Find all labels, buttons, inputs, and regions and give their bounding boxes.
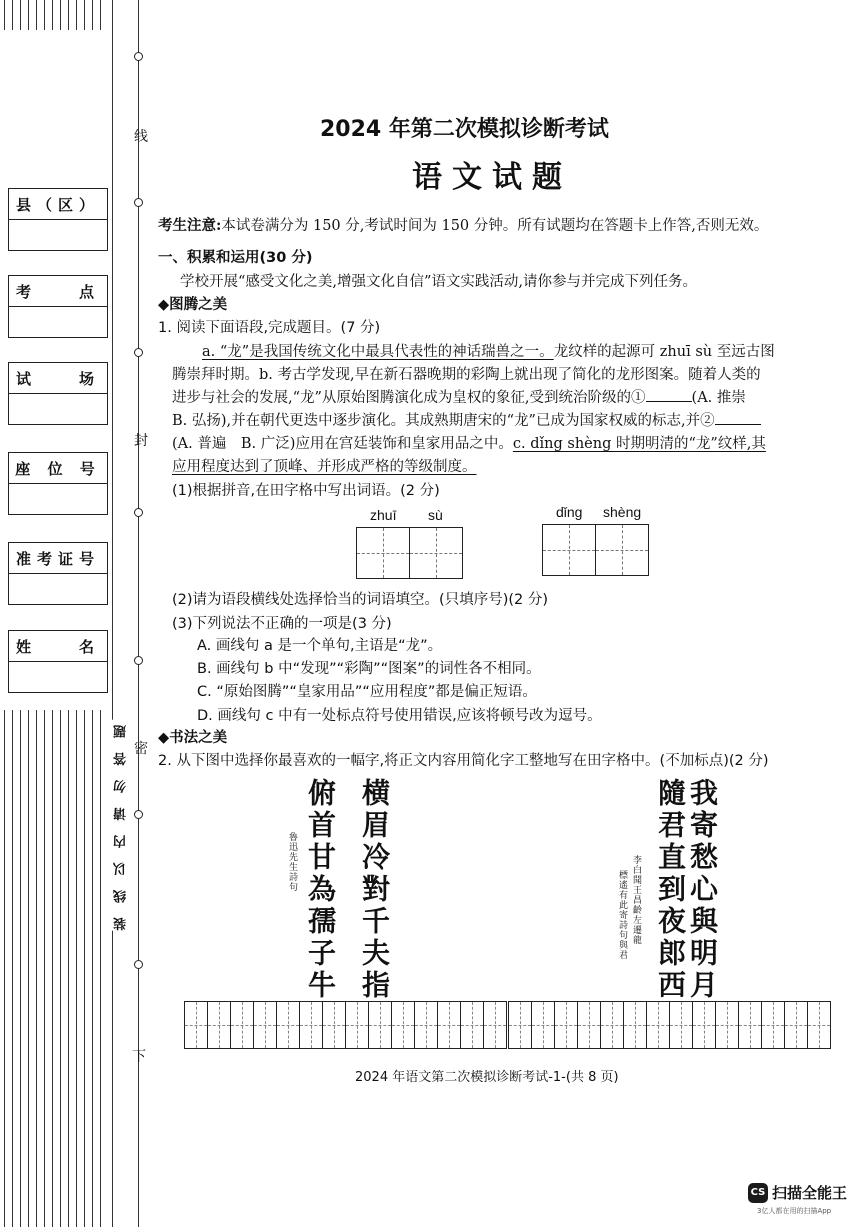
notice [158,214,768,235]
field-exam-room[interactable] [8,362,108,425]
field-exam-room-label: 试 场 [9,363,107,394]
field-exam-site-value[interactable] [9,307,107,337]
margin-rule-b12 [92,710,93,1227]
grid-cell[interactable] [578,1002,601,1048]
tian-cell[interactable] [410,528,462,578]
blank-2[interactable] [715,410,761,425]
seal-text-down: 下 [132,1049,146,1065]
tian-cell[interactable] [596,525,648,575]
seal-hole-2 [134,198,143,207]
tian-cell[interactable] [357,528,410,578]
grid-cell[interactable] [670,1002,693,1048]
grid-cell[interactable] [277,1002,300,1048]
passage-3b: (A. 推崇 [691,390,746,406]
sub-totem: ◆图腾之美 [158,297,228,313]
notice-label: 考生注意: [158,217,222,234]
pinyin-ding: dǐng [556,504,583,520]
calligraphy-left-col2: 俯首甘為孺子牛 [304,778,337,1002]
passage-line-3 [172,386,746,407]
grid-cell[interactable] [369,1002,392,1048]
pinyin-zhui: zhuī [370,507,397,523]
q2: 2. 从下图中选择你最喜欢的一幅字,将正文内容用简化字工整地写在田字格中。(不加标点)(2 分) [158,753,769,769]
seal-line-inner [138,0,139,1227]
seal-warning: 装 线 以 内 请 勿 答 题 [114,720,129,931]
grid-cell[interactable] [461,1002,484,1048]
tian-cell[interactable] [543,525,596,575]
option-c[interactable]: C. “原始图腾”“皇家用品”“应用程度”都是偏正短语。 [197,684,537,700]
seal-text-line: 线 [134,129,148,145]
seal-hole-4 [134,508,143,517]
grid-cell[interactable] [323,1002,346,1048]
option-d[interactable]: D. 画线句 c 中有一处标点符号使用错误,应该将顿号改为逗号。 [197,708,602,724]
grid-cell[interactable] [624,1002,647,1048]
scanner-name: 扫描全能王 [772,1184,848,1202]
margin-rule-b4 [28,710,29,1227]
grid-cell[interactable] [208,1002,231,1048]
seal-line-outer [112,0,113,1227]
margin-rule-4 [28,0,29,30]
grid-cell[interactable] [438,1002,461,1048]
margin-rule-9 [68,0,69,30]
grid-cell[interactable] [484,1002,506,1048]
grid-cell[interactable] [392,1002,415,1048]
margin-rule-6 [44,0,45,30]
q1-2: (2)请为语段横线处选择恰当的词语填空。(只填序号)(2 分) [172,592,548,608]
pinyin-su: sù [428,507,443,523]
margin-rule-b6 [44,710,45,1227]
passage-line-6: 应用程度达到了顶峰、并形成严格的等级制度。 [172,459,477,475]
margin-rule-8 [60,0,61,30]
field-name-value[interactable] [9,662,107,692]
grid-cell[interactable] [509,1002,532,1048]
calligraphy-right-col2: 隨君直到夜郎西 [654,778,687,1002]
calligraphy-left-note: 魯迅先生詩句 [287,832,297,892]
grid-cell[interactable] [739,1002,762,1048]
answer-grid-left[interactable] [184,1001,507,1049]
field-name[interactable] [8,630,108,693]
sub-calligraphy: ◆书法之美 [158,730,228,746]
field-seat[interactable] [8,452,108,515]
grid-cell[interactable] [231,1002,254,1048]
blank-1[interactable] [646,387,692,402]
passage-line-1 [202,340,775,361]
scanner-subtitle: 3亿人都在用的扫描App [757,1207,832,1215]
grid-cell[interactable] [647,1002,670,1048]
pinyin-sheng: shèng [603,504,642,520]
section1-intro: 学校开展“感受文化之美,增强文化自信”语文实践活动,请你参与并完成下列任务。 [180,274,698,290]
field-name-label: 姓 名 [9,631,107,662]
margin-rule-13 [100,0,101,30]
notice-text: 本试卷满分为 150 分,考试时间为 150 分钟。所有试题均在答题卡上作答,否则无效。 [221,218,769,234]
margin-rule-b9 [68,710,69,1227]
margin-rule-b13 [100,710,101,1227]
page-footer: 2024 年语文第二次模拟诊断考试-1-(共 8 页) [355,1070,619,1085]
field-ticket-value[interactable] [9,574,107,604]
passage-4a: B. 弘扬),并在朝代更迭中逐步演化。其成熟期唐宋的“龙”已成为国家权威的标志,并② [172,413,715,429]
margin-rule-b11 [84,710,85,1227]
field-seat-label: 座 位 号 [9,453,107,484]
field-seat-value[interactable] [9,484,107,514]
field-exam-site[interactable] [8,275,108,338]
q1-1: (1)根据拼音,在田字格中写出词语。(2 分) [172,483,440,499]
answer-grid-dingsheng[interactable] [542,524,649,576]
margin-rule-2 [12,0,13,30]
margin-rule-b10 [76,710,77,1227]
grid-cell[interactable] [555,1002,578,1048]
grid-cell[interactable] [346,1002,369,1048]
calligraphy-left-col1: 横眉冷對千夫指 [358,778,391,1002]
seal-hole-3 [134,348,143,357]
margin-rule-b3 [20,710,21,1227]
margin-rule-b1 [4,710,5,1227]
margin-rule-b2 [12,710,13,1227]
field-county-value[interactable] [9,220,107,250]
grid-cell[interactable] [415,1002,438,1048]
q1-title: 1. 阅读下面语段,完成题目。(7 分) [158,320,381,336]
seal-text-seal: 封 [134,433,148,449]
passage-line-5 [172,432,766,453]
passage-3a: 进步与社会的发展,“龙”从原始图腾演化成为皇权的象征,受到统治阶级的① [172,390,646,406]
section1-title: 一、积累和运用(30 分) [158,250,313,266]
passage-1b: 龙纹样的起源可 zhuī sù 至远古图 [553,344,775,360]
answer-grid-zhuisu[interactable] [356,527,463,579]
scanner-watermark [748,1182,847,1203]
margin-rule-b7 [52,710,53,1227]
grid-cell[interactable] [601,1002,624,1048]
option-a[interactable]: A. 画线句 a 是一个单句,主语是“龙”。 [197,638,443,654]
margin-rule-12 [92,0,93,30]
calligraphy-right-col1: 我寄愁心與明月 [686,778,719,1002]
exam-title: 2024 年第二次模拟诊断考试 [320,117,609,142]
margin-rule-1 [4,0,5,30]
seal-hole-1 [134,52,143,61]
margin-rule-7 [52,0,53,30]
camscanner-icon: CS [748,1183,768,1203]
seal-hole-5 [134,656,143,665]
calligraphy-right-note-2: 標遙有此寄詩句與君 [617,870,627,960]
field-county[interactable] [8,188,108,251]
field-county-label: 县（区） [9,189,107,220]
q1-3: (3)下列说法不正确的一项是(3 分) [172,616,392,632]
margin-rule-11 [84,0,85,30]
grid-cell[interactable] [532,1002,555,1048]
passage-5a: (A. 普遍 B. 广泛)应用在宫廷装饰和皇家用品之中。 [172,436,513,452]
margin-rule-b5 [36,710,37,1227]
sentence-c: c. dǐng shèng 时期明清的“龙”纹样,其 [512,436,766,452]
grid-cell[interactable] [808,1002,830,1048]
field-exam-site-label: 考 点 [9,276,107,307]
margin-rule-3 [20,0,21,30]
seal-text-secret: 密 [134,741,148,757]
grid-cell[interactable] [300,1002,323,1048]
margin-rule-b8 [60,710,61,1227]
margin-rule-10 [76,0,77,30]
grid-cell[interactable] [693,1002,716,1048]
option-b[interactable]: B. 画线句 b 中“发现”“彩陶”“图案”的词性各不相同。 [197,661,541,677]
grid-cell[interactable] [785,1002,808,1048]
passage-line-2: 腾崇拜时期。b. 考古学发现,早在新石器晚期的彩陶上就出现了简化的龙形图案。随着人类的 [172,367,761,383]
grid-cell[interactable] [762,1002,785,1048]
grid-cell[interactable] [254,1002,277,1048]
seal-hole-6 [134,810,143,819]
field-exam-room-value[interactable] [9,394,107,424]
seal-hole-7 [134,960,143,969]
sentence-a: a. “龙”是我国传统文化中最具代表性的神话瑞兽之一。 [202,344,554,360]
field-ticket-label: 准考证号 [9,543,107,574]
answer-grid-right[interactable] [508,1001,831,1049]
passage-line-4 [172,409,761,430]
calligraphy-right-note-1: 李白聞王昌齡左遷龍 [631,855,641,945]
field-ticket[interactable] [8,542,108,605]
grid-cell[interactable] [716,1002,739,1048]
margin-rule-5 [36,0,37,30]
grid-cell[interactable] [185,1002,208,1048]
subject-title: 语文试题 [412,160,572,195]
